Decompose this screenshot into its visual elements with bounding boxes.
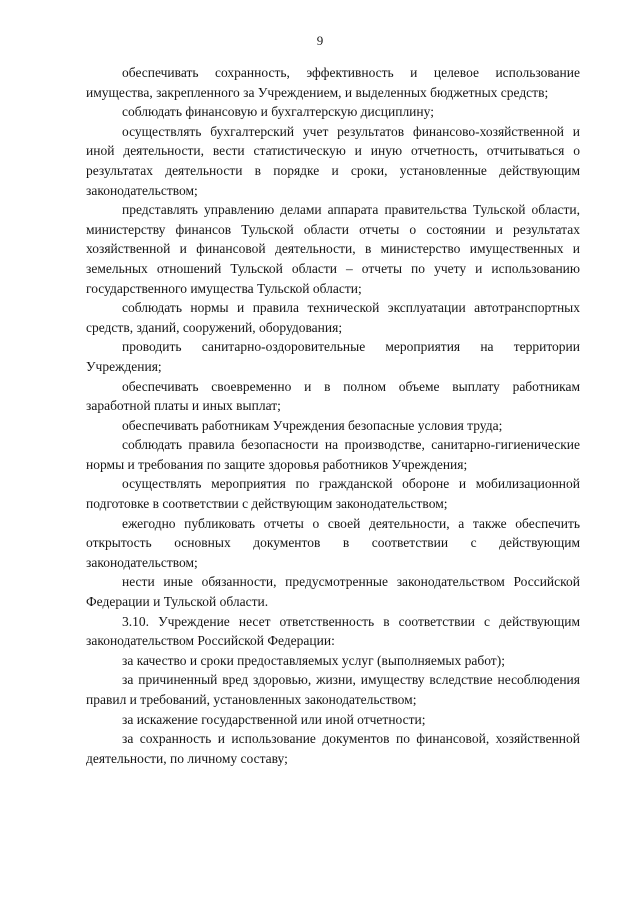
paragraph-9: соблюдать правила безопасности на производстве, санитарно-гигиенические нормы и требования по защите здоровья работников Учреждения; [86,437,580,472]
paragraph-3: осуществлять бухгалтерский учет результатов финансово-хозяйственной и иной деятельности, вести статистическую и иную отчетность, отчитываться о результатах деятельности в порядке и сроки, установленные действующим законодательством; [86,123,580,198]
page-number: 9 [316,33,324,48]
paragraph-12: нести иные обязанности, предусмотренные законодательством Российской Федерации и Тульской области. [86,574,580,610]
paragraph-7: обеспечивать своевременно и в полном объеме выплату работникам заработной платы и иных выплат; [86,378,580,414]
paragraph-17: за сохранность и использование документов по финансовой, хозяйственной деятельности, по личному составу; [86,731,580,766]
document-body [86,63,580,768]
paragraph-5: соблюдать нормы и правила технической эксплуатации автотранспортных средств, зданий, сооружений, оборудования; [86,300,580,335]
section-3-10-heading: 3.10. Учреждение несет ответственность в соответствии с действующим законодательством Российской Федерации: [86,613,580,649]
paragraph-14: за качество и сроки предоставляемых услуг (выполняемых работ); [122,652,505,668]
paragraph-6: проводить санитарно-оздоровительные мероприятия на территории Учреждения; [86,339,580,374]
paragraph-10: осуществлять мероприятия по гражданской обороне и мобилизационной подготовке в соответствии с действующим законодательством; [86,476,580,512]
paragraph-8: обеспечивать работникам Учреждения безопасные условия труда; [122,417,503,433]
paragraph-1: обеспечивать сохранность, эффективность и целевое использование имущества, закрепленного за Учреждением, и выделенных бюджетных средств; [86,65,580,100]
paragraph-2: соблюдать финансовую и бухгалтерскую дисциплину; [122,104,434,120]
paragraph-11: ежегодно публиковать отчеты о своей деятельности, а также обеспечить открытость основных документов в соответствии с действующим законодательством; [86,515,580,570]
paragraph-16: за искажение государственной или иной отчетности; [122,711,426,727]
paragraph-4: представлять управлению делами аппарата правительства Тульской области, министерству финансов Тульской области отчеты о состоянии и результатах хозяйственной и финансовой деятельности, в министерство имущественных и земельных отношений Тульской области – отчеты по учету и использованию государственного имущества Тульской области; [86,202,580,296]
paragraph-15: за причиненный вред здоровью, жизни, имуществу вследствие несоблюдения правил и требований, установленных законодательством; [86,672,580,707]
